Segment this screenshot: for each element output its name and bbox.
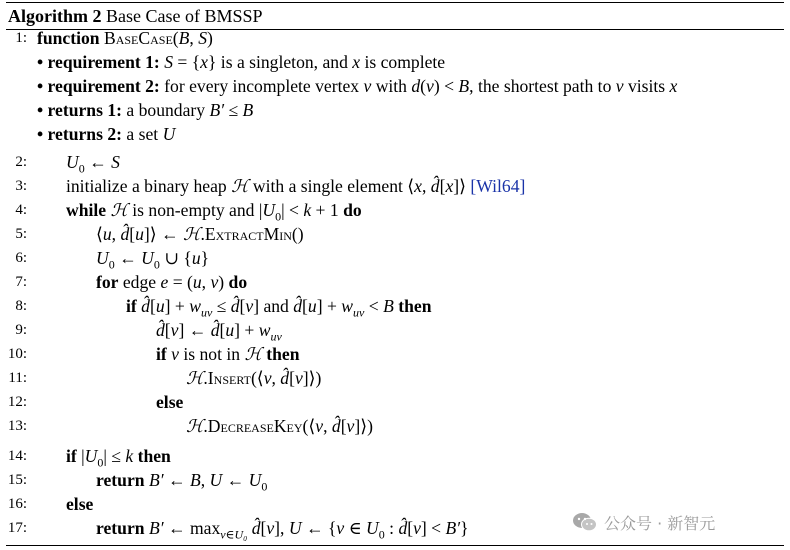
algorithm-line — [0, 270, 790, 294]
line-segment: } — [200, 248, 210, 268]
algorithm-line — [0, 318, 790, 342]
line-segment: U — [248, 470, 262, 490]
line-number: 11: — [8, 370, 27, 386]
line-segment: } — [460, 518, 469, 538]
line-segment: [ — [340, 416, 347, 436]
algorithm-line — [0, 174, 790, 198]
line-segment: [ — [439, 176, 446, 196]
line-segment: U — [262, 200, 276, 220]
line-number: 15: — [7, 472, 27, 488]
line-segment: ← — [84, 152, 112, 172]
line-segment: ← max — [163, 518, 221, 538]
line-text — [156, 390, 183, 414]
line-segment: 0 — [378, 527, 385, 542]
line-segment: visits — [623, 76, 670, 96]
line-segment: a boundary — [122, 100, 210, 120]
line-segment: d̂ — [398, 518, 408, 538]
line-number: 4: — [15, 202, 27, 218]
line-text — [156, 342, 300, 366]
watermark-text: 公众号 · 新智元 — [604, 513, 716, 533]
line-segment: Insert — [207, 368, 251, 388]
line-segment: d̂ — [251, 518, 261, 538]
line-segment: [ — [407, 518, 414, 538]
line-segment: k — [303, 200, 312, 220]
line-segment: 0 — [97, 455, 104, 470]
line-segment: d — [411, 76, 421, 96]
algorithm-line — [0, 150, 790, 174]
line-segment: ]⟩) — [354, 416, 373, 436]
algorithm-line — [0, 122, 790, 146]
line-segment: ExtractMin — [204, 224, 292, 244]
algorithm-line — [0, 414, 790, 438]
line-segment: ℋ — [183, 224, 201, 244]
line-segment: for every incomplete vertex — [159, 76, 364, 96]
line-segment: ]⟩ ← — [143, 224, 184, 244]
line-segment: ℋ — [186, 416, 204, 436]
line-segment: v∈U₀ — [220, 527, 248, 542]
line-segment: ≤ — [212, 296, 231, 316]
algorithm-line — [0, 390, 790, 414]
citation-link[interactable]: [Wil64] — [470, 176, 526, 196]
line-segment: [ — [164, 320, 171, 340]
line-segment: v — [346, 416, 355, 436]
line-segment: ∈ — [344, 518, 367, 538]
line-segment: = { — [172, 52, 201, 72]
line-segment: . — [203, 416, 208, 436]
line-segment: ] + — [316, 296, 342, 316]
line-number: 3: — [15, 178, 27, 194]
line-segment: x — [669, 76, 678, 96]
line-segment: : — [384, 518, 399, 538]
line-segment: < — [364, 296, 384, 316]
line-segment: is complete — [360, 52, 446, 72]
line-segment: 0 — [78, 161, 85, 176]
algorithm-line — [0, 468, 790, 492]
line-segment: return — [96, 518, 145, 538]
line-text — [156, 318, 282, 342]
line-segment: B — [458, 76, 470, 96]
line-segment: else — [66, 494, 94, 514]
line-segment: DecreaseKey — [207, 416, 303, 436]
line-segment: • returns 1: — [37, 100, 122, 120]
line-segment: do — [343, 200, 362, 220]
line-segment: v — [363, 76, 372, 96]
line-segment: ( — [420, 76, 427, 96]
line-segment: ≤ — [224, 100, 243, 120]
line-segment: ⟨ — [96, 224, 103, 244]
algorithm-title: Base Case of BMSSP — [106, 6, 263, 26]
line-segment: B — [189, 470, 201, 490]
line-segment: , the shortest path to — [469, 76, 616, 96]
line-segment: ) — [207, 28, 213, 48]
algorithm-caption — [8, 5, 263, 27]
line-segment: d̂ — [230, 296, 240, 316]
line-segment: ] + — [234, 320, 259, 340]
line-segment: , — [200, 470, 210, 490]
line-segment: ] < — [420, 518, 446, 538]
algorithm-line — [0, 366, 790, 390]
line-segment: B — [178, 28, 190, 48]
line-number: 6: — [15, 250, 27, 266]
watermark — [572, 508, 715, 536]
line-segment: v — [315, 416, 324, 436]
algorithm-line — [0, 98, 790, 122]
line-segment: [ — [149, 296, 156, 316]
line-segment: ← — [163, 470, 190, 490]
line-text — [37, 50, 445, 74]
line-segment: w — [189, 296, 201, 316]
line-segment: do — [228, 272, 248, 292]
line-segment: v — [413, 518, 421, 538]
line-segment: if — [126, 296, 137, 316]
line-segment: B′ — [148, 470, 164, 490]
line-segment: e — [160, 272, 169, 292]
line-segment: v — [336, 518, 345, 538]
line-text — [66, 198, 362, 222]
line-segment: , — [421, 176, 431, 196]
line-segment: ]⟩ — [453, 176, 471, 196]
line-segment: else — [156, 392, 184, 412]
line-segment: d̂ — [293, 296, 303, 316]
line-segment: then — [266, 344, 300, 364]
line-segment: v — [266, 518, 275, 538]
line-segment: if — [156, 344, 167, 364]
line-segment: edge — [118, 272, 161, 292]
line-segment: function — [37, 28, 100, 48]
line-segment: v — [171, 344, 179, 364]
line-segment: with — [371, 76, 412, 96]
line-segment: v — [615, 76, 624, 96]
line-text — [186, 414, 373, 438]
line-segment: u — [135, 224, 144, 244]
line-segment: , — [271, 368, 281, 388]
line-segment: U — [96, 248, 109, 268]
line-segment: , — [189, 28, 199, 48]
line-segment: U — [209, 470, 223, 490]
line-number: 1: — [15, 30, 27, 46]
line-segment: + 1 — [311, 200, 344, 220]
line-segment: is non-empty and | — [127, 200, 263, 220]
line-segment: } is a singleton, and — [207, 52, 353, 72]
line-segment: ] + — [164, 296, 190, 316]
line-text — [96, 246, 209, 270]
line-segment: B′ — [209, 100, 225, 120]
line-segment: u — [225, 320, 235, 340]
line-segment: u — [102, 224, 112, 244]
line-segment: • requirement 2: — [37, 76, 160, 96]
line-segment: w — [258, 320, 271, 340]
line-segment: U — [366, 518, 379, 538]
line-segment: while — [66, 200, 107, 220]
line-segment: | ≤ — [103, 446, 126, 466]
line-segment: k — [125, 446, 134, 466]
line-segment: U — [288, 518, 302, 538]
line-segment: then — [137, 446, 171, 466]
line-segment: ℋ — [110, 200, 128, 220]
line-segment: v — [294, 368, 303, 388]
line-segment: ) < — [433, 76, 459, 96]
line-segment: [ — [239, 296, 246, 316]
line-segment: . — [203, 368, 208, 388]
line-segment: ∪ { — [159, 248, 192, 268]
line-segment: B — [242, 100, 254, 120]
line-segment: , — [323, 416, 332, 436]
line-segment: initialize a binary heap — [66, 176, 232, 196]
line-number: 10: — [7, 346, 27, 362]
line-segment: U — [162, 124, 176, 144]
line-number: 12: — [7, 394, 27, 410]
algorithm-line — [0, 74, 790, 98]
algorithm-line — [0, 342, 790, 366]
algorithm-line — [0, 246, 790, 270]
line-segment: for — [96, 272, 119, 292]
line-segment: S — [198, 28, 207, 48]
line-segment: BaseCase — [103, 28, 173, 48]
line-segment: B — [383, 296, 394, 316]
line-text — [96, 270, 247, 294]
algorithm-line — [0, 294, 790, 318]
algorithm-line — [0, 50, 790, 74]
line-segment: ← { — [301, 518, 337, 538]
line-segment: x — [200, 52, 208, 72]
line-text — [66, 444, 171, 468]
line-segment: ], — [274, 518, 289, 538]
line-segment: is not in — [178, 344, 245, 364]
line-segment: d̂ — [120, 224, 130, 244]
line-number: 2: — [15, 154, 27, 170]
line-text — [96, 222, 304, 246]
line-segment: [ — [260, 518, 267, 538]
line-segment: 0 — [275, 209, 282, 224]
line-segment: if — [66, 446, 77, 466]
line-segment: a set — [122, 124, 163, 144]
line-segment: v — [170, 320, 179, 340]
algorithm-line — [0, 198, 790, 222]
line-segment: uv — [270, 329, 282, 344]
line-segment: U — [84, 446, 98, 466]
line-segment: d̂ — [280, 368, 290, 388]
line-segment: x — [414, 176, 422, 196]
line-segment: • returns 2: — [37, 124, 122, 144]
line-segment: uv — [200, 305, 213, 320]
line-text — [37, 26, 213, 50]
line-segment: uv — [353, 305, 365, 320]
line-number: 17: — [7, 520, 27, 536]
line-segment: ]⟩) — [302, 368, 322, 388]
line-segment: S — [164, 52, 173, 72]
line-segment: d̂ — [156, 320, 165, 340]
line-segment: v — [263, 368, 272, 388]
line-segment: (⟨ — [302, 416, 316, 436]
line-text — [66, 174, 525, 198]
line-segment: . — [200, 224, 205, 244]
line-segment: ℋ — [244, 344, 262, 364]
line-segment: | < — [281, 200, 304, 220]
line-segment: • requirement 1: — [37, 52, 160, 72]
line-text — [37, 74, 677, 98]
line-text — [126, 294, 432, 318]
line-segment: ℋ — [186, 368, 204, 388]
line-segment: u — [307, 296, 317, 316]
line-segment: w — [341, 296, 354, 316]
line-segment: | — [76, 446, 85, 466]
line-segment: ← — [222, 470, 249, 490]
line-segment: U — [66, 152, 79, 172]
line-segment: u — [155, 296, 165, 316]
line-segment: v — [210, 272, 219, 292]
line-segment: [ — [302, 296, 308, 316]
line-segment: [ — [219, 320, 226, 340]
line-number: 16: — [7, 496, 27, 512]
algorithm-line — [0, 26, 790, 50]
wechat-icon — [572, 512, 598, 532]
line-number: 5: — [15, 226, 27, 242]
line-segment: u — [192, 272, 202, 292]
line-text — [66, 150, 120, 174]
line-segment: ] ← — [178, 320, 211, 340]
line-segment: d̂ — [210, 320, 220, 340]
line-segment: d̂ — [430, 176, 440, 196]
line-segment: return — [96, 470, 145, 490]
line-segment: B′ — [148, 518, 164, 538]
line-segment: ] and — [253, 296, 294, 316]
line-segment: B′ — [445, 518, 461, 538]
line-segment: U — [141, 248, 154, 268]
line-segment: d̂ — [141, 296, 150, 316]
algorithm-label: Algorithm 2 — [8, 6, 102, 26]
line-segment: () — [291, 224, 304, 244]
line-segment: ← — [114, 248, 142, 268]
algorithm-line — [0, 222, 790, 246]
line-text — [186, 366, 321, 390]
line-segment: x — [352, 52, 361, 72]
line-segment: = ( — [168, 272, 193, 292]
line-segment: , — [201, 272, 211, 292]
line-segment: 0 — [108, 257, 115, 272]
line-segment: 0 — [261, 479, 268, 494]
line-segment: with a single element ⟨ — [248, 176, 415, 196]
line-segment: v — [426, 76, 434, 96]
line-number: 9: — [15, 322, 27, 338]
line-segment: ( — [172, 28, 179, 48]
line-number: 13: — [7, 418, 27, 434]
line-segment: (⟨ — [250, 368, 264, 388]
line-segment: v — [245, 296, 254, 316]
line-text — [37, 98, 253, 122]
line-number: 8: — [15, 298, 27, 314]
line-segment: [ — [289, 368, 295, 388]
line-segment: , — [111, 224, 121, 244]
line-segment: ℋ — [231, 176, 249, 196]
algorithm-line — [0, 444, 790, 468]
line-segment: 0 — [153, 257, 160, 272]
line-text — [66, 492, 93, 516]
line-segment: ) — [218, 272, 229, 292]
line-number: 7: — [15, 274, 27, 290]
line-number: 14: — [7, 448, 27, 464]
line-segment: x — [445, 176, 454, 196]
line-text — [96, 516, 469, 540]
line-segment: then — [398, 296, 432, 316]
line-segment: [ — [129, 224, 136, 244]
line-segment: d̂ — [331, 416, 341, 436]
line-segment: S — [111, 152, 120, 172]
line-segment: u — [191, 248, 201, 268]
line-text — [37, 122, 175, 146]
top-rule — [6, 2, 784, 3]
line-text — [96, 468, 267, 492]
bottom-rule — [6, 545, 784, 546]
